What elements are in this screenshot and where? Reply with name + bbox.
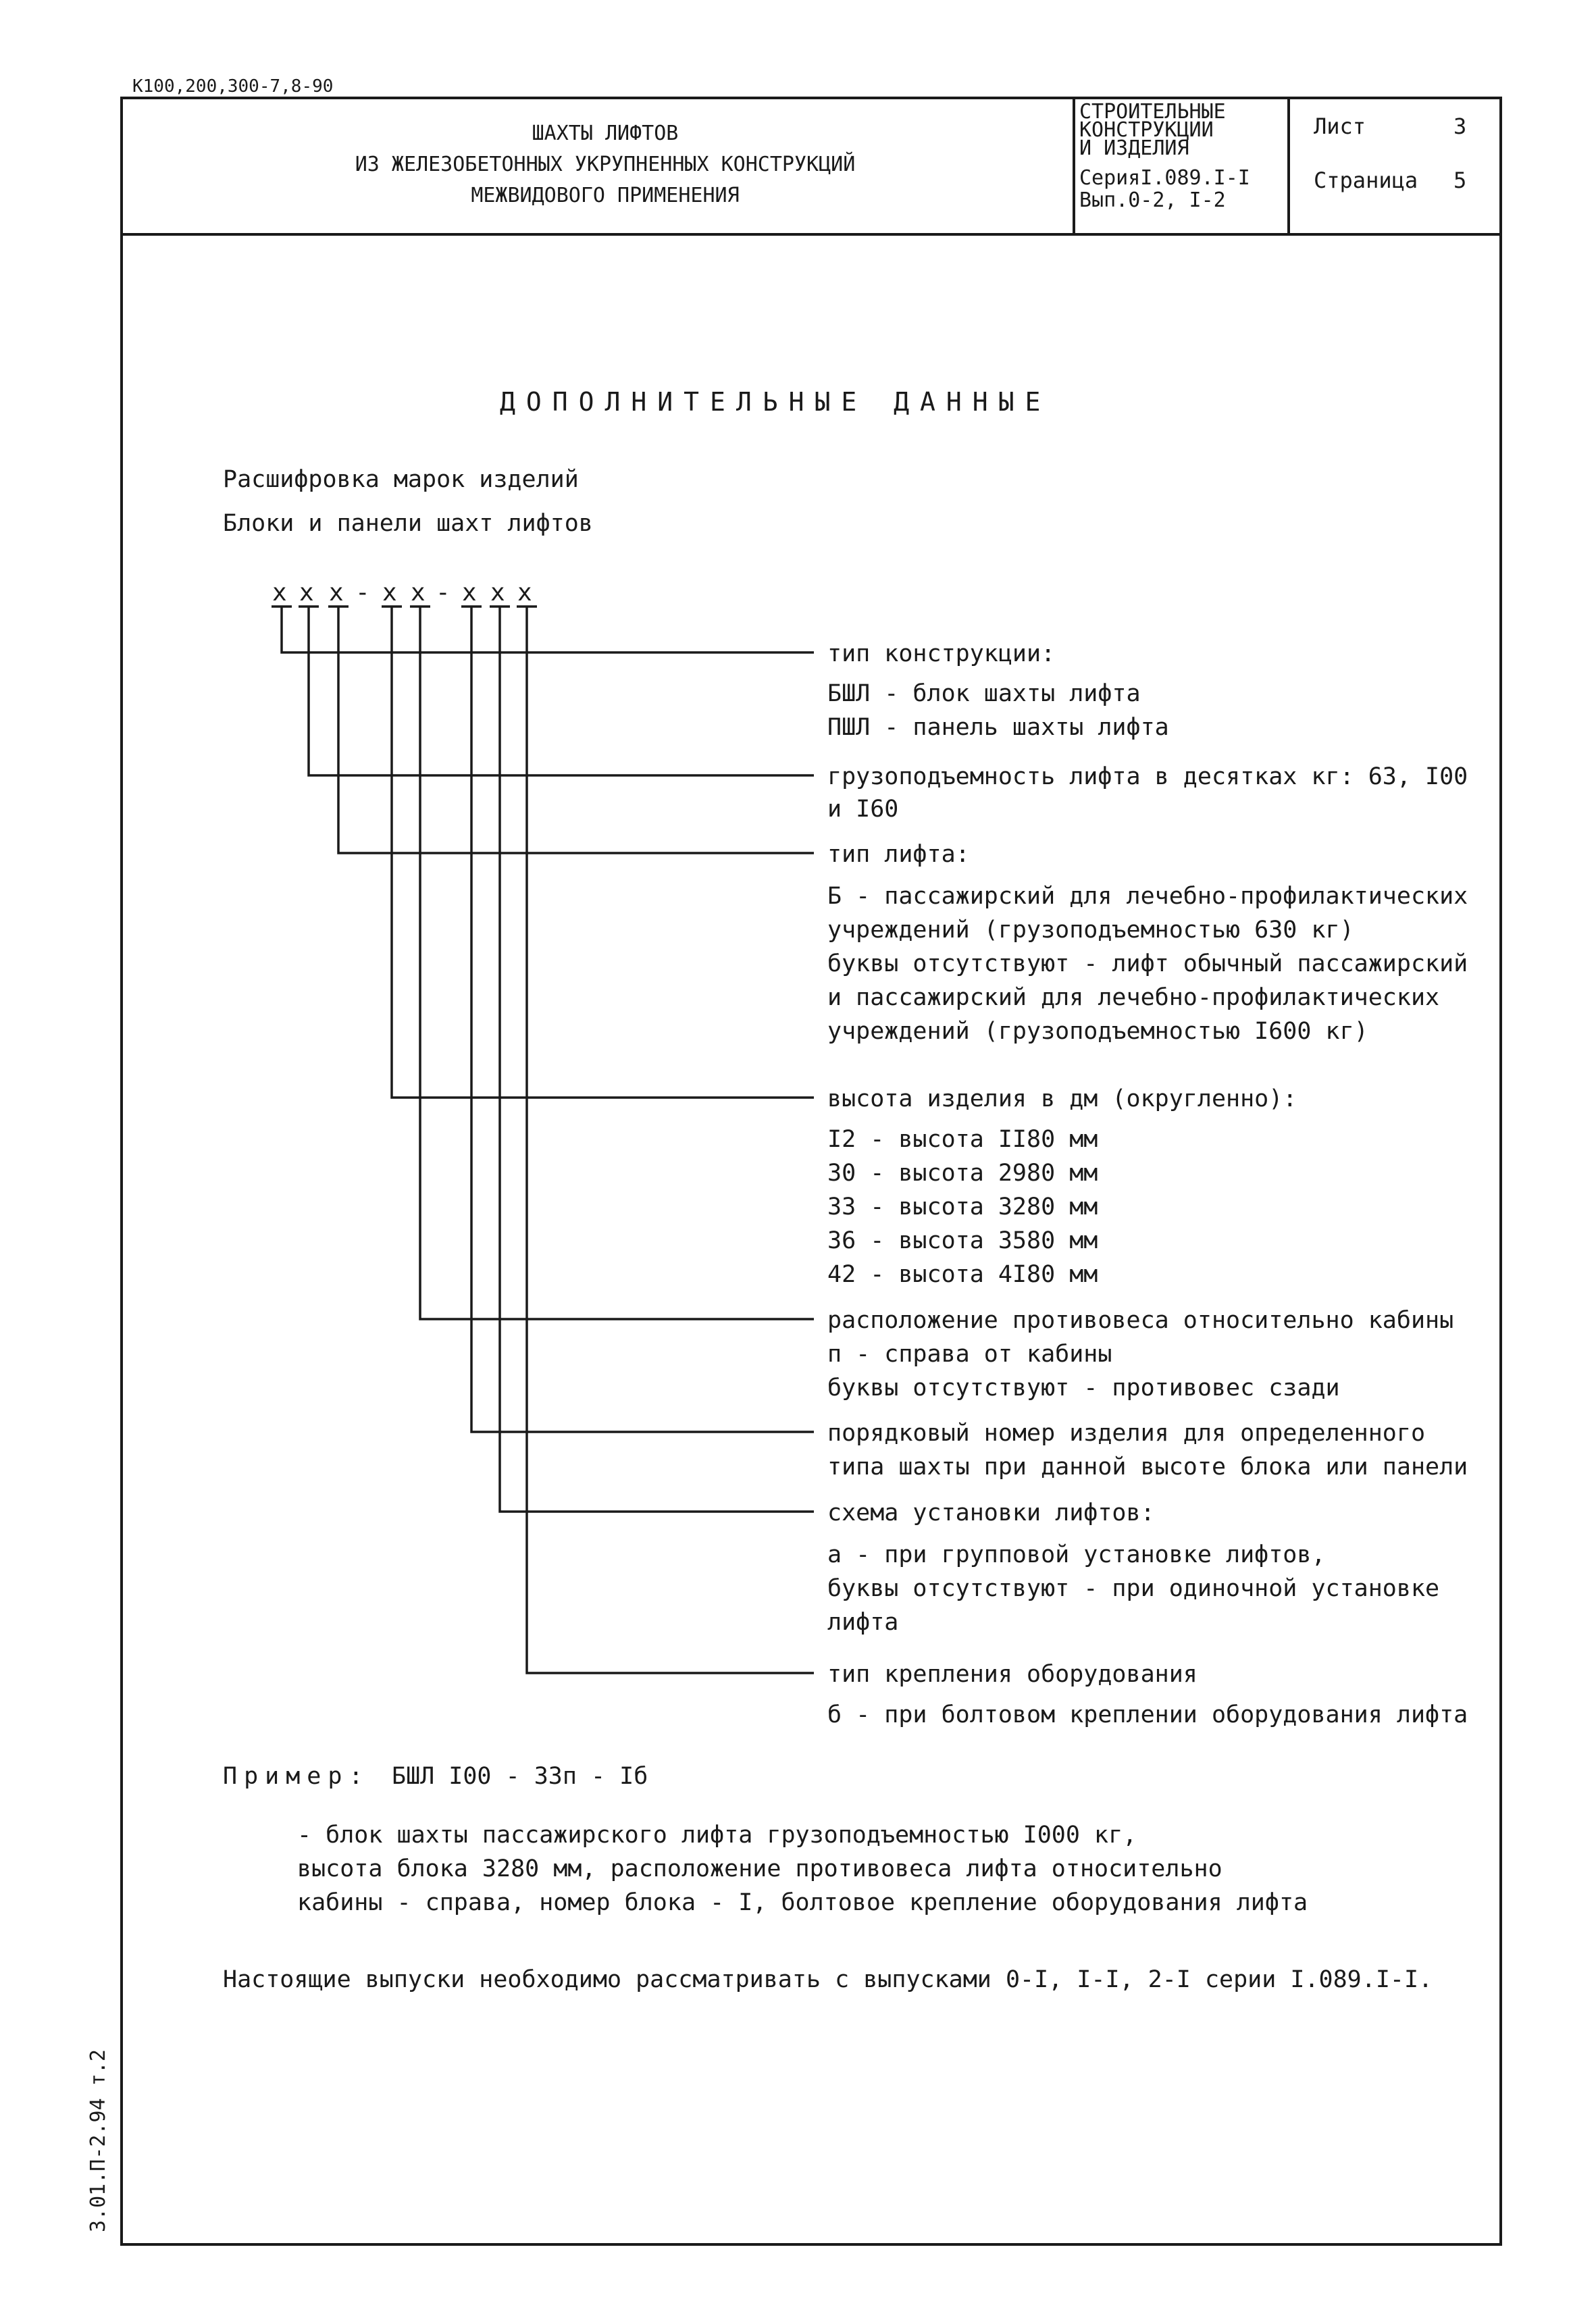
legend-lift-type-b-2: учреждений (грузоподъемностью 630 кг) — [827, 917, 1354, 944]
code-char: х — [517, 579, 532, 607]
legend-serial-number-1: порядковый номер изделия для определенного — [827, 1420, 1426, 1447]
code-char: х — [299, 579, 314, 607]
code-dash: - — [436, 579, 451, 607]
code-char: х — [272, 579, 287, 607]
legend-capacity-cont: и I60 — [827, 796, 899, 823]
legend-counterweight-right: п - справа от кабины — [827, 1341, 1112, 1368]
legend-height-36: 36 - высота 3580 мм — [827, 1227, 1098, 1254]
legend-serial-number-2: типа шахты при данной высоте блока или панели — [827, 1454, 1468, 1481]
legend-capacity: грузоподъемность лифта в десятках кг: 63, I00 — [827, 763, 1468, 790]
example-label: Пример: — [223, 1763, 370, 1790]
series-line-4: СерияI.089.I-I — [1079, 166, 1250, 190]
code-char: х — [490, 579, 505, 607]
code-char: х — [329, 579, 344, 607]
example-code: БШЛ I00 - 33п - Iб — [392, 1763, 648, 1790]
page-label: Страница — [1314, 168, 1418, 193]
legend-fastening-bolted: б - при болтовом креплении оборудования лифта — [827, 1701, 1468, 1728]
intro-line-2: Блоки и панели шахт лифтов — [223, 510, 593, 537]
legend-installation: схема установки лифтов: — [827, 1499, 1155, 1526]
series-line-3: И ИЗДЕЛИЯ — [1079, 136, 1189, 160]
code-char: х — [382, 579, 397, 607]
document-code: К100,200,300-7,8-90 — [132, 76, 334, 97]
code-char: х — [462, 579, 477, 607]
series-line-2: КОНСТРУКЦИИ — [1079, 118, 1214, 142]
legend-height: высота изделия в дм (округленно): — [827, 1085, 1297, 1112]
series-line-1: СТРОИТЕЛЬНЫЕ — [1079, 100, 1226, 124]
example-line-3: кабины - справа, номер блока - I, болтовое крепление оборудования лифта — [297, 1889, 1308, 1916]
footer-note: Настоящие выпуски необходимо рассматривать с выпусками 0-I, I-I, 2-I серии I.089.I-I. — [223, 1966, 1433, 1993]
example-line-1: - блок шахты пассажирского лифта грузоподъемностью I000 кг, — [297, 1822, 1137, 1849]
code-char: х — [411, 579, 426, 607]
sheet-number: 3 — [1453, 113, 1467, 139]
legend-lift-type-none-2: и пассажирский для лечебно-профилактических — [827, 984, 1440, 1011]
legend-counterweight-rear: буквы отсутствуют - противовес сзади — [827, 1374, 1340, 1402]
legend-height-12: I2 - высота II80 мм — [827, 1126, 1098, 1153]
series-line-5: Вып.0-2, I-2 — [1079, 188, 1226, 212]
legend-installation-group: а - при групповой установке лифтов, — [827, 1541, 1326, 1568]
legend-lift-type-b-1: Б - пассажирский для лечебно-профилактических — [827, 883, 1468, 910]
page-number: 5 — [1453, 168, 1467, 193]
legend-pshl: ПШЛ - панель шахты лифта — [827, 714, 1169, 741]
legend-height-30: 30 - высота 2980 мм — [827, 1160, 1098, 1187]
page-heading: ДОПОЛНИТЕЛЬНЫЕ ДАННЫЕ — [500, 387, 1052, 417]
legend-fastening: тип крепления оборудования — [827, 1661, 1198, 1688]
header-title-line-2: ИЗ ЖЕЛЕЗОБЕТОННЫХ УКРУПНЕННЫХ КОНСТРУКЦИЙ — [355, 153, 856, 176]
legend-counterweight: расположение противовеса относительно кабины — [827, 1307, 1454, 1334]
legend-lift-type: тип лифта: — [827, 841, 970, 868]
legend-lift-type-none-3: учреждений (грузоподъемностью I600 кг) — [827, 1018, 1368, 1045]
intro-line-1: Расшифровка марок изделий — [223, 466, 579, 493]
code-dash: - — [355, 579, 370, 607]
legend-height-42: 42 - высота 4I80 мм — [827, 1261, 1098, 1288]
header-title-line-3: МЕЖВИДОВОГО ПРИМЕНЕНИЯ — [471, 184, 740, 207]
legend-bshl: БШЛ - блок шахты лифта — [827, 680, 1141, 707]
legend-installation-single-1: буквы отсутствуют - при одиночной установке — [827, 1575, 1440, 1602]
header-title-line-1: ШАХТЫ ЛИФТОВ — [532, 122, 679, 145]
legend-height-33: 33 - высота 3280 мм — [827, 1193, 1098, 1220]
sheet-label: Лист — [1314, 113, 1366, 139]
legend-lift-type-none-1: буквы отсутствуют - лифт обычный пассажирский — [827, 950, 1468, 977]
legend-installation-single-2: лифта — [827, 1609, 899, 1636]
example-line-2: высота блока 3280 мм, расположение противовеса лифта относительно — [297, 1855, 1222, 1882]
legend-construction-type: тип конструкции: — [827, 640, 1056, 667]
side-code: 3.01.П-2.94 т.2 — [86, 2049, 110, 2232]
